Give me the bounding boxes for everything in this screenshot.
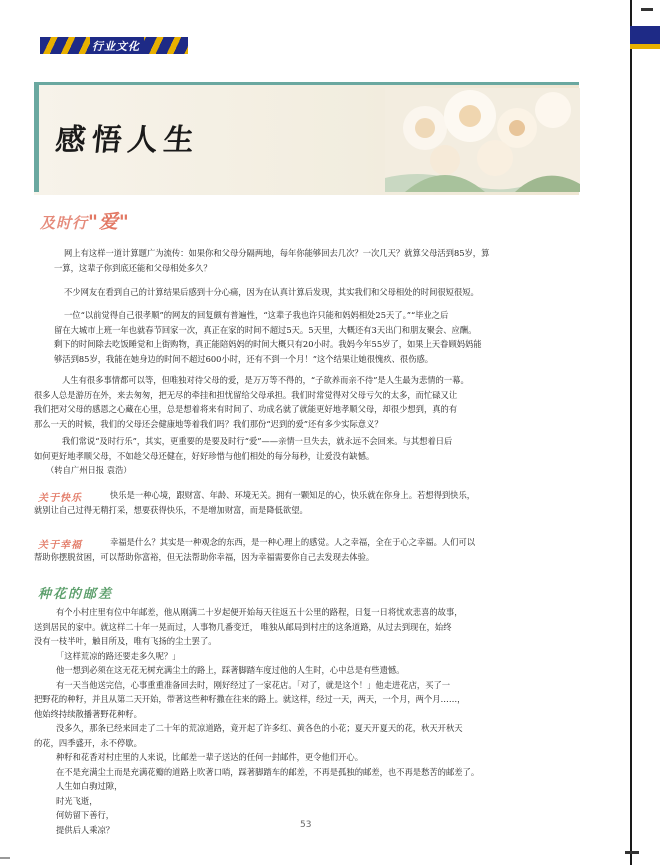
paragraph [34, 605, 579, 837]
paragraph [54, 246, 574, 275]
text-line: 人生有很多事情都可以等，但唯独对待父母的爱，是万万等不得的，“子欲养而亲不待”是人生最为悲情的一幕。 [62, 375, 469, 385]
paragraph [34, 535, 579, 564]
text-line: 他始终持续散播著野花种籽。 [34, 708, 142, 719]
crop-mark [641, 8, 653, 11]
article-source: （转自广州日报 袁浩） [46, 465, 132, 475]
column-header [40, 37, 188, 54]
text-line: 那么一天的时候，我们的父母还会健康地等着我们吗？我们那份“迟到的爱”还有多少实际意义？ [34, 418, 383, 429]
banner-accent-bar [34, 82, 39, 192]
column-title: 行业文化 [92, 40, 140, 53]
poem-line: 人生如白驹过隙， [56, 781, 123, 791]
section-title-postman: 种花的邮差 [38, 587, 114, 602]
subsection-title-blessing: 关于幸福 [38, 540, 82, 551]
text-line: 很多人总是游历在外，来去匆匆，把无尽的牵挂和担忧留给父母承担。我们时常觉得对父母亏欠的太多，而忙碌又让 [34, 389, 458, 400]
text-line: 在不是充满尘土而是充满花瓣的道路上吹著口哨，踩著脚踏车的邮差，不再是孤独的邮差，也不再是愁苦的邮差了。 [56, 766, 480, 777]
subsection-title-happiness: 关于快乐 [38, 493, 82, 504]
text-line: 的花，四季盛开，永不停歇。 [34, 737, 142, 748]
text-line: 就别让自己过得无精打采，想要获得快乐，不是增加财富，而是降低欲望。 [34, 504, 308, 515]
text-line: 留在大城市上班一年也就春节回家一次，真正在家的时间不超过5天。5天里，大概还有3天出门和朋友聚会、应酬。 [54, 324, 477, 335]
poem-line: 提供后人乘凉？ [56, 824, 115, 835]
paragraph [54, 308, 579, 366]
paragraph [34, 434, 579, 478]
poem-line: 何妨留下善行， [56, 810, 115, 820]
text-line: 如何更好地孝顺父母，不如趁父母还健在，好好珍惜与他们相处的每分每秒，让爱没有缺憾。 [34, 450, 375, 461]
text-line: 送到居民的家中。就这样二十年一晃而过，人事物几番变迁， 唯独从邮局到村庄的这条道路，从过去到现在，始终 [34, 621, 452, 632]
paragraph [34, 488, 579, 517]
text-line: 我们把对父母的感恩之心藏在心里，总是想着将来有时间了、功成名就了就能更好地孝顺父母，却很少想到，真的有 [34, 404, 458, 414]
paragraph [34, 373, 579, 431]
section-title-prefix: 及时行 [40, 214, 89, 232]
section-title-emphasis: "爱" [88, 211, 130, 233]
text-line: 快乐是一种心境，跟财富、年龄、环境无关。拥有一颗知足的心，快乐就在你身上。若想得到快乐， [110, 490, 476, 500]
page-number: 53 [300, 820, 312, 830]
text-line: 一位“以前觉得自己很孝顺”的网友的回复颇有普遍性，“这辈子我也许只能和妈妈相处25天了。”“毕业之后 [64, 310, 449, 320]
text-line: 帮助你摆脱贫困，可以帮助你富裕，但无法帮助你幸福，因为幸福需要你自己去发现去体验。 [34, 551, 375, 562]
flower-illustration [385, 88, 580, 192]
text-line: 有个小村庄里有位中年邮差，他从刚满二十岁起便开始每天往返五十公里的路程，日复一日将忧欢悲喜的故事， [56, 607, 463, 617]
crop-mark [0, 857, 10, 859]
section-tab-stripe [630, 44, 660, 49]
text-line: 够活到85岁，我能在她身边的时间不超过600小时，还有不到一个月！”这个结果让她很愧疚、很伤感。 [54, 353, 434, 364]
section-title-love [40, 207, 130, 234]
text-line: 网上有这样一道计算题广为流传：如果你和父母分隔两地，每年你能够回去几次？一次几天？就算父母活到85岁，算 [64, 248, 490, 258]
quote-line: 「这样荒凉的路还要走多久呢？」 [56, 650, 181, 661]
text-line: 不少网友在看到自己的计算结果后感到十分心痛，因为在认真计算后发现，其实我们和父母相处的时间很短很短。 [64, 287, 479, 297]
crop-mark [625, 851, 639, 854]
text-line: 一算，这辈子你到底还能和父母相处多久？ [54, 262, 212, 273]
text-line: 没多久，那条已经来回走了二十年的荒凉道路，竟开起了许多红、黄各色的小花；夏天开夏天的花，秋天开秋天 [56, 723, 463, 733]
text-line: 种籽和花香对村庄里的人来说，比邮差一辈子送达的任何一封邮件，更令他们开心。 [56, 752, 363, 762]
poem-line: 时光飞逝， [56, 795, 98, 806]
paragraph [64, 285, 574, 300]
text-line: 剩下的时间除去吃饭睡觉和上街购物，真正能陪妈妈的时间大概只有20小时。我妈今年55岁了，如果上天眷顾妈妈能 [54, 339, 482, 349]
page-edge [632, 0, 660, 865]
text-line: 有一天当他送完信，心事重重准备回去时，刚好经过了一家花店。「对了，就是这个！」他走进花店，买了一 [56, 679, 451, 690]
text-line: 把野花的种籽，并且从第二天开始，带著这些种籽撒在往来的路上。就这样，经过一天，两天，一个月，两个月……， [34, 694, 466, 704]
text-line: 他一想到必须在这无花无树充满尘土的路上，踩著脚踏车度过他的人生时，心中总是有些遗憾。 [56, 665, 405, 675]
text-line: 幸福是什么？其实是一种观念的东西，是一种心理上的感觉。人之幸福，全在于心之幸福。人们可以 [110, 537, 476, 547]
text-line: 我们常说“及时行乐”，其实，更重要的是要及时行“爱”——亲情一旦失去，就永远不会回来。与其想着日后 [62, 436, 453, 446]
text-line: 没有一枝半叶，触目所及，唯有飞扬的尘土罢了。 [34, 636, 217, 646]
article-title: 感悟人生 [53, 123, 202, 158]
